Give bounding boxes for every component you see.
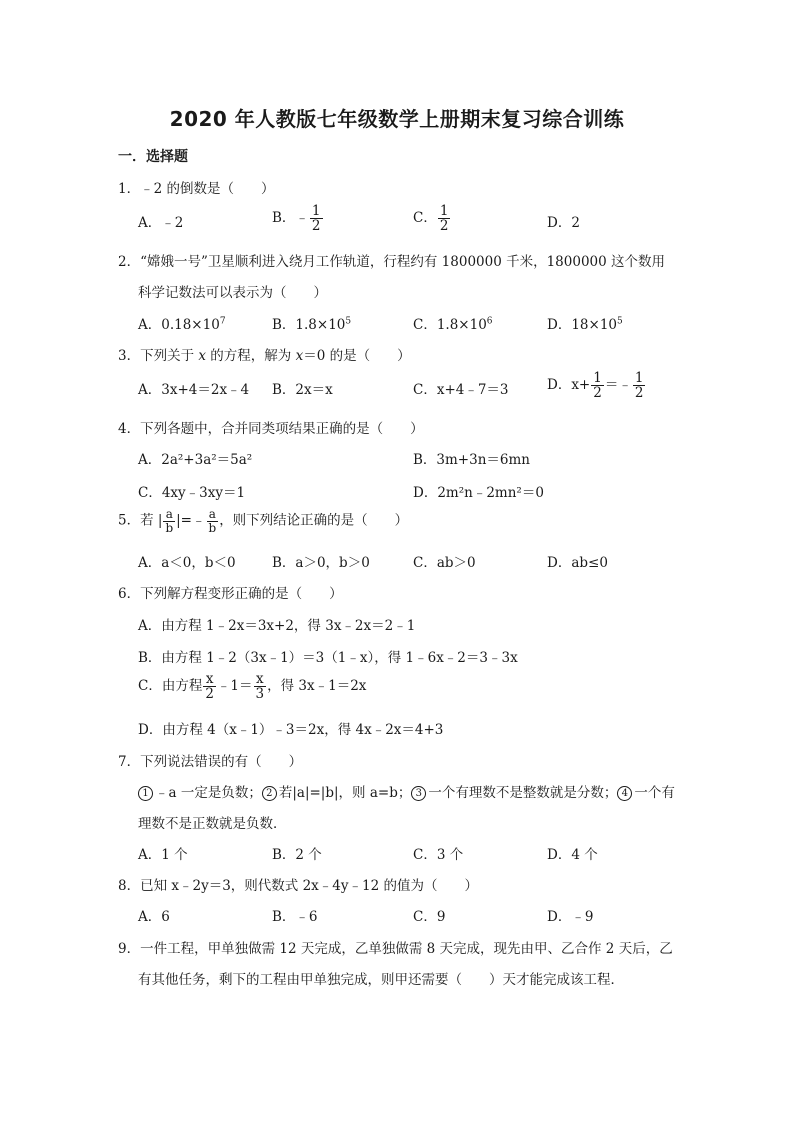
q4-option-d: D．2m²n﹣2mn²＝0 [413,485,544,501]
q4-option-c: C．4xy﹣3xy＝1 [138,485,246,501]
q1-option-a: A．﹣2 [138,215,184,231]
q6-option-d: D．由方程 4（x﹣1）﹣3＝2x，得 4x﹣2x＝4+3 [138,722,444,738]
q2-option-a: A．$0.18\times 10^7$ [138,316,226,333]
q8-option-b: B．﹣6 [272,909,318,925]
q8-option-d: D．﹣9 [547,909,594,925]
question-6-stem: 6．下列解方程变形正确的是（ ） [118,586,343,602]
q8-option-c: C．9 [413,909,446,925]
q4-option-a: A．2a²+3a²＝5a² [138,452,253,468]
question-3-stem: 3．下列关于 x 的方程，解为 x＝0 的是（ ） [118,348,411,364]
q6-option-a: A．由方程 1﹣2x＝3x+2，得 3x﹣2x＝2﹣1 [138,618,416,634]
q3-option-d: D．x+ $\frac{1}{2}$ ＝﹣ $\frac{1}{2}$ [547,370,644,402]
q3-option-c: C．x+4﹣7＝3 [413,382,509,398]
question-2-stem-line1: 2．“嫦娥一号”卫星顺利进入绕月工作轨道，行程约有 1800000 千米，1800000 这个数用 [118,254,666,270]
question-2-stem-line2: 科学记数法可以表示为（ ） [138,285,327,301]
q1-option-c: C． $\frac{1}{2}$ [413,203,449,235]
q2-option-c: C．$1.8\times 10^6$ [413,316,493,333]
question-9-stem-line1: 9．一件工程，甲单独做需 12 天完成，乙单独做需 8 天完成，现先由甲、乙合作 2 天后，乙 [118,941,673,957]
section-heading: 一．选择题 [118,149,188,165]
q6-option-b: B．由方程 1﹣2（3x﹣1）＝3（1﹣x），得 1﹣6x﹣2＝3﹣3x [138,650,518,666]
q4-option-b: B．3m+3n＝6mn [413,452,530,468]
question-4-stem: 4．下列各题中，合并同类项结果正确的是（ ） [118,421,424,437]
q8-option-a: A．6 [138,909,170,925]
question-8-stem: 8．已知 x﹣2y＝3，则代数式 2x﹣4y﹣12 的值为（ ） [118,878,478,894]
q2-option-d: D．$18\times 10^5$ [547,316,623,333]
q2-option-b: B．$1.8\times 10^5$ [272,316,352,333]
q7-option-d: D．4 个 [547,847,598,863]
q5-option-b: B．a＞0，b＞0 [272,555,370,571]
question-9-stem-line2: 有其他任务，剩下的工程由甲单独完成，则甲还需要（ ）天才能完成该工程． [138,972,624,988]
q6-option-c: C．由方程 $\frac{x}{2}$ ﹣1＝ $\frac{x}{3}$ ，得 3x﹣1＝2x [138,671,367,703]
question-5-stem: 5．若 | $\frac{a}{b}$ |=﹣ $\frac{a}{b}$ ，则下列结论正确的是（ ） [118,507,409,535]
q7-option-b: B．2 个 [272,847,322,863]
q3-option-a: A．3x+4＝2x﹣4 [138,382,250,398]
question-7-statements-line2: 理数不是正数就是负数． [138,816,287,832]
q1-option-d: D．2 [547,215,580,231]
q3-option-b: B．2x＝x [272,382,333,398]
question-1-stem: 1．﹣2 的倒数是（ ） [118,181,275,197]
q5-option-d: D．ab≤0 [547,555,608,571]
q5-option-a: A．a＜0，b＜0 [138,555,236,571]
question-7-statements-line1: 1 ﹣a 一定是负数； 2 若|a|=|b|，则 a=b； 3 一个有理数不是整数就是分数； 4 一个有 [138,781,675,801]
page-title: 2020 年人教版七年级数学上册期末复习综合训练 [169,107,625,131]
q7-option-c: C．3 个 [413,847,464,863]
question-7-stem: 7．下列说法错误的有（ ） [118,754,303,770]
q5-option-c: C．ab＞0 [413,555,476,571]
q1-option-b: B．﹣ $\frac{1}{2}$ [272,203,321,235]
q7-option-a: A．1 个 [138,847,188,863]
